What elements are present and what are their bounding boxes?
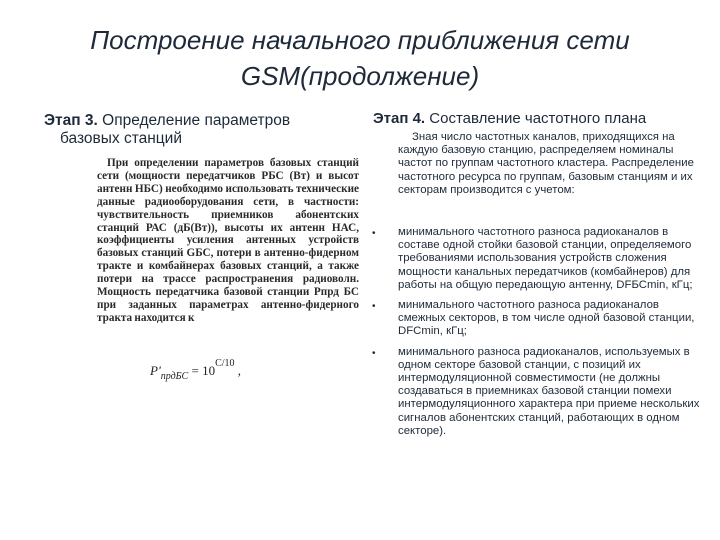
list-item: [372, 299, 704, 339]
stage-3-heading: [44, 112, 344, 148]
stage-4-bullet-list: [372, 226, 704, 445]
stage-3-body: При определении параметров базовых станций сети (мощности передатчиков РБС (Вт) и высот антенн НБС) необходимо использовать технические данные радиооборудования сети, в частности: чувствительность приемников абонентских станций РАС (дБ(Вт)), высоты их антенн НАС, коэффициенты усиления антенных устройств базовых станций GБС, потери в антенно-фидерном тракте и комбайнерах базовых станций, а также потери на трассе распространения радиоволн. Мощность передатчика базовой станции Рпрд БС при заданных параметрах антенно-фидерного тракта находится к: [97, 157, 359, 324]
list-item: [372, 346, 704, 438]
stage-4-label: Этап 4.: [373, 110, 426, 127]
stage-4-heading-text: Составление частотного плана: [429, 110, 647, 127]
stage-3-heading-line2: базовых станций: [60, 130, 183, 147]
list-item: [372, 226, 704, 292]
stage-3-heading-line1: Определение параметров: [102, 112, 291, 129]
formula-equals: = 10: [191, 363, 216, 378]
stage-3-label: Этап 3.: [44, 112, 98, 129]
formula-subscript: прдБС: [160, 371, 189, 382]
power-formula: [150, 358, 241, 382]
formula-tail: ,: [237, 363, 242, 378]
list-item-text: минимального частотного разноса радиоканалов смежных секторов, в том числе одной базовой станции, DFCmin, кГц;: [398, 299, 695, 338]
formula-exponent: C/10: [215, 358, 235, 369]
bullet-icon: •: [372, 301, 376, 313]
stage-4-intro: Зная число частотных каналов, приходящихся на каждую базовую станцию, распределяем номиналы частот по группам частотного кластера. Распределение частотного ресурса по группам, базовым станциям и их секторам производится с учетом:: [398, 131, 694, 196]
bullet-icon: •: [372, 347, 376, 359]
bullet-icon: •: [372, 228, 376, 239]
list-item-text: минимального разноса радиоканалов, используемых в одном секторе базовой станции, с позиций их интермодуляционной совместимости (не должны создаваться в приемниках базовой станции помехи интермодуляционного характера при приеме нескольких сигналов абонентских станций, работающих в одном секторе).: [398, 345, 700, 437]
stage-4-heading: [373, 110, 703, 128]
slide-title: Построение начального приближения сети GSM(продолжение): [90, 25, 630, 91]
formula-symbol: P': [150, 363, 161, 378]
list-item-text: минимального частотного разноса радиоканалов в составе одной стойки базовой станции, определяемого требованиями использования устройств сложения мощности канальных передатчиков (комбайнеров) для работы на общую передающую антенну, DFБСmin, кГц;: [398, 226, 693, 291]
